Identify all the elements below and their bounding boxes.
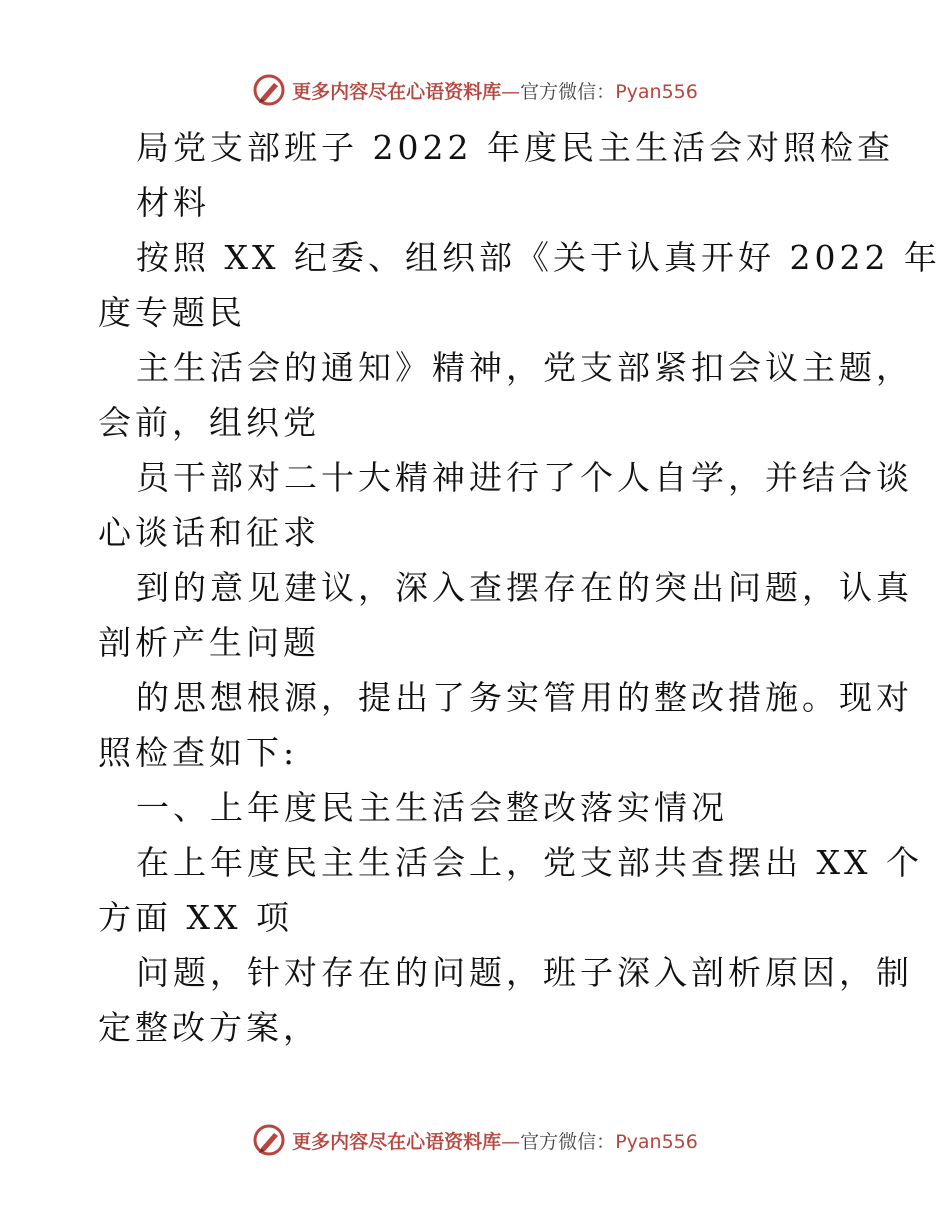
text-line: 照检查如下:	[98, 733, 299, 772]
watermark-wechat-id: Pyan556	[615, 80, 698, 103]
watermark-label: 官方微信：	[520, 80, 616, 103]
text-line: 定整改方案，	[98, 1008, 320, 1047]
text-line: 度专题民	[98, 293, 246, 332]
text-line: 方面 XX 项	[98, 898, 293, 937]
text-line: 在上年度民主生活会上，党支部共查摆出 XX 个	[136, 843, 923, 882]
text-line: 按照 XX 纪委、组织部《关于认真开好 2022 年	[136, 238, 941, 277]
text-line: 材料	[136, 183, 210, 222]
text-line: 到的意见建议，深入查摆存在的突出问题，认真	[136, 568, 913, 607]
footer-watermark	[0, 1120, 950, 1160]
text-line: 的思想根源，提出了务实管用的整改措施。现对	[136, 678, 913, 717]
watermark-brand: 更多内容尽在心语资料库	[292, 80, 502, 103]
text-line: 主生活会的通知》精神，党支部紧扣会议主题，	[136, 348, 913, 387]
watermark-wechat-id: Pyan556	[615, 1130, 698, 1153]
text-line: 局党支部班子 2022 年度民主生活会对照检查	[136, 128, 894, 167]
watermark-label: 官方微信：	[520, 1130, 616, 1153]
text-line: 剖析产生问题	[98, 623, 320, 662]
watermark-brand: 更多内容尽在心语资料库	[292, 1130, 502, 1153]
text-line: 一、上年度民主生活会整改落实情况	[136, 788, 728, 827]
watermark-dash: —	[501, 1130, 521, 1153]
text-line: 问题，针对存在的问题，班子深入剖析原因，制	[136, 953, 913, 992]
text-line: 员干部对二十大精神进行了个人自学，并结合谈	[136, 458, 913, 497]
document-body	[98, 120, 941, 1055]
text-line: 心谈话和征求	[98, 513, 320, 552]
watermark-dash: —	[501, 80, 521, 103]
pen-logo-icon	[252, 1123, 286, 1157]
text-line: 会前，组织党	[98, 403, 320, 442]
header-watermark	[0, 70, 950, 110]
pen-logo-icon	[252, 73, 286, 107]
